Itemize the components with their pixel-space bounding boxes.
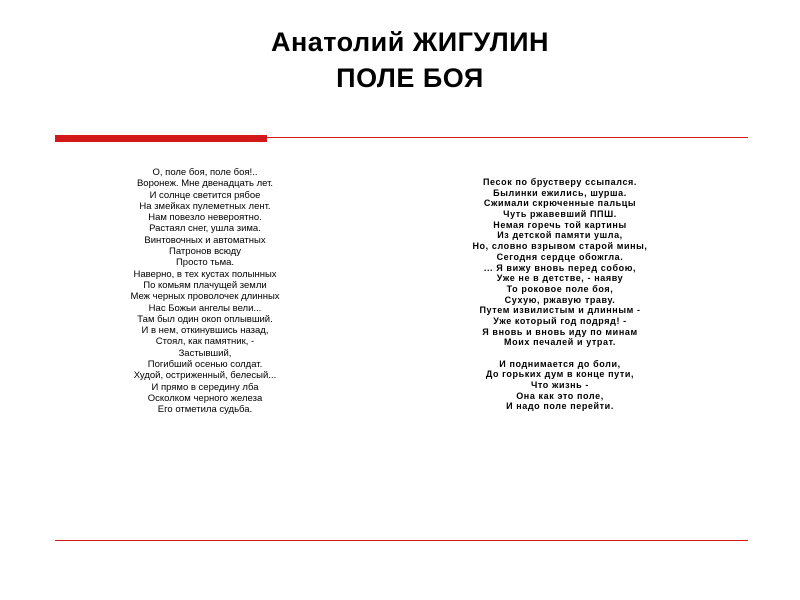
poem-line: Просто тьма. <box>175 257 235 269</box>
top-divider <box>55 135 748 142</box>
poem-line: Чуть ржавевший ППШ. <box>503 209 617 220</box>
poem-line: Воронеж. Мне двенадцать лет. <box>136 178 274 190</box>
poem-line: Нас Божьи ангелы вели... <box>148 302 262 314</box>
poem-line: Сжимали скрюченные пальцы <box>483 198 637 209</box>
poem-title: ПОЛЕ БОЯ <box>336 63 484 93</box>
poem-line: Немая горечь той картины <box>493 219 627 230</box>
poem-line: Стоял, как памятник, - <box>155 336 255 348</box>
poem-line: Что жизнь - <box>530 380 590 391</box>
poem-line: Сухую, ржавую траву. <box>504 294 616 305</box>
poem-line: По комьям плачущей земли <box>143 279 267 291</box>
poem-line: Его отметила судьба. <box>157 404 253 416</box>
poem-line: Растаял снег, ушла зима. <box>149 223 261 235</box>
poem-line: О, поле боя, поле боя!.. <box>152 167 258 178</box>
poem-line: Патронов всюду <box>169 246 241 258</box>
poem-line: И солнце светится рябое <box>149 189 261 201</box>
poem-line: Я вновь и вновь иду по минам <box>482 326 638 337</box>
poem-line: Худой, остриженный, белесый... <box>133 370 277 382</box>
author-name: Анатолий ЖИГУЛИН <box>270 27 550 57</box>
poem-line: Путем извилистым и длинным - <box>479 305 641 316</box>
poem-line: Уже который год подряд! - <box>493 315 627 326</box>
poem-line: Меж черных проволочек длинных <box>130 291 280 303</box>
poem-line: Уже не в детстве, - наяву <box>496 273 624 284</box>
poem-line: ... Я вижу вновь перед собою, <box>483 262 637 273</box>
slide-title <box>0 24 800 96</box>
right-poem-column <box>445 177 675 412</box>
poem-line: Сегодня сердце обожгла. <box>496 251 624 262</box>
poem-line: Она как это поле, <box>516 390 604 401</box>
poem-line: Наверно, в тех кустах полынных <box>133 268 277 280</box>
poem-line: Винтовочных и автоматных <box>144 234 266 246</box>
top-divider-accent <box>55 135 267 142</box>
poem-line: Нам повезло невероятно. <box>148 212 262 224</box>
poem-line: И прямо в середину лба <box>151 381 259 393</box>
top-divider-line <box>267 137 748 138</box>
poem-line: На змейках пулеметных лент. <box>139 200 271 212</box>
poem-line: Из детской памяти ушла, <box>497 230 623 241</box>
poem-line: И надо поле перейти. <box>506 401 614 412</box>
bottom-divider <box>55 540 748 541</box>
poem-line: Там был один окоп оплывший. <box>137 313 273 325</box>
poem-line: Застывший, <box>178 347 232 359</box>
poem-line: До горьких дум в конце пути, <box>485 369 635 380</box>
poem-line: И поднимается до боли, <box>499 358 621 369</box>
poem-line: Песок по брустверу ссыпался. <box>482 177 638 187</box>
left-poem-column <box>95 167 315 416</box>
poem-line: И в нем, откинувшись назад, <box>141 325 269 337</box>
stanza-gap <box>445 348 675 359</box>
poem-line: Но, словно взрывом старой мины, <box>472 241 648 252</box>
poem-line: Моих печалей и утрат. <box>504 337 616 348</box>
poem-line: То роковое поле боя, <box>506 283 614 294</box>
poem-line: Былинки ежились, шурша. <box>493 187 627 198</box>
poem-line: Осколком черного железа <box>147 392 263 404</box>
poem-line: Погибший осенью солдат. <box>147 359 263 371</box>
